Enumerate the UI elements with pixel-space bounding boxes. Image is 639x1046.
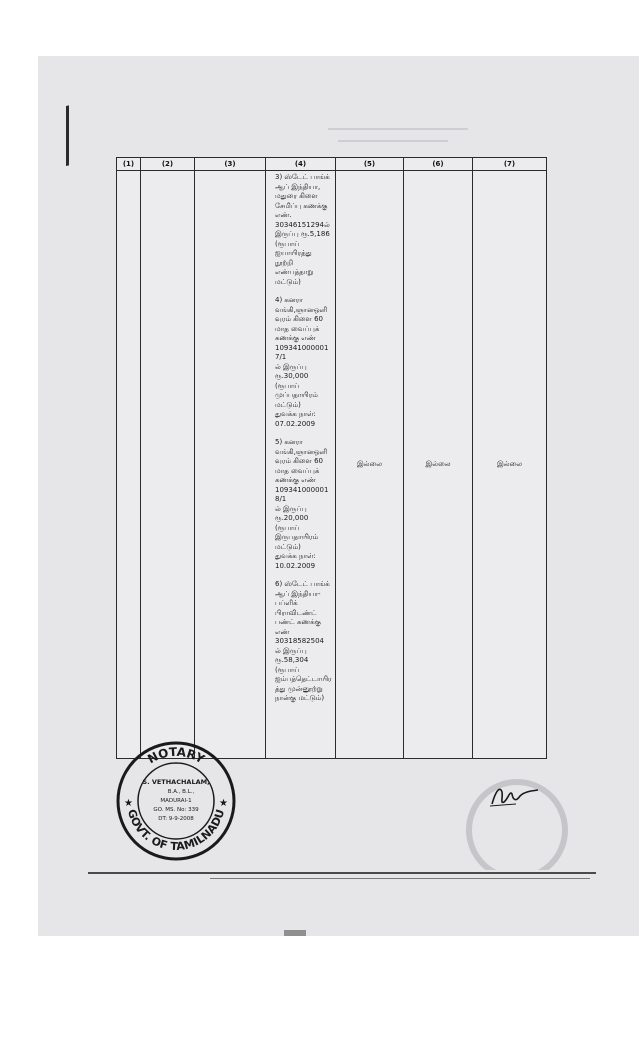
cell-col6 (404, 171, 473, 759)
col-header-5: (5) (336, 158, 404, 171)
bottom-divider-faint (210, 878, 590, 879)
bottom-divider (88, 872, 596, 874)
cell-col1 (117, 171, 141, 759)
bleed-through-line (338, 140, 448, 142)
cell-col7 (473, 171, 547, 759)
seal-line-4: GO. MS. No: 339 (153, 807, 199, 813)
asset-entry-4: 4) கனரா வங்கி,ஞானஒளி வுரம் கிளை 60 மாத வைப்புக் கணக்கு எண் 1093410000017/1 ல் இருப்பு ரூ.30,000 (ரூபாய் முப்பதாயிரம் மட்டும்) துவக்க நாள்: 07.02.2009 (275, 296, 329, 428)
header-row (117, 158, 547, 171)
seal-line-3: MADURAI-1 (160, 798, 192, 804)
seal-bottom-text: GOVT. OF TAMILNADU (124, 807, 228, 854)
star-icon: ★ (124, 798, 133, 809)
notary-seal (115, 740, 237, 862)
signature (486, 782, 546, 810)
cell-col2 (141, 171, 195, 759)
table-row (117, 171, 547, 759)
seal-line-2: B.A., B.L., (167, 789, 195, 795)
seal-line-1: S. VETHACHALAM, (142, 778, 210, 786)
col-header-2: (2) (141, 158, 195, 171)
col-header-7: (7) (473, 158, 547, 171)
seal-top-text: NOTARY (145, 744, 207, 767)
col-header-6: (6) (404, 158, 473, 171)
asset-entry-3: 3) ஸ்டேட் பாங்க் ஆப் இந்தியா, மதுரை கிளை சேமிப்பு கணக்கு எண். 30346151294ல் இருப்பு ரூ.5,186 (ரூபாய் ஐயாயிரத்து நூற்றி எண்பத்தாறு மட்டும்) (275, 173, 330, 286)
star-icon: ★ (219, 798, 228, 809)
nil-value: இல்லை (496, 460, 523, 468)
pen-mark (66, 104, 75, 166)
asset-entry-5: 5) கனரா வங்கி,ஞானஒளி வுரம் கிளை 60 மாத வைப்புக் கணக்கு எண் 1093410000018/1 ல் இருப்பு ரூ.20,000 (ரூபாய் இருபதாயிரம் மட்டும்) துவக்க நாள்: 10.02.2009 (275, 438, 329, 570)
cell-col3 (195, 171, 266, 759)
scan-smudge (284, 930, 306, 936)
nil-value: இல்லை (425, 460, 451, 468)
document-table (116, 157, 547, 759)
seal-line-5: DT: 9-9-2008 (158, 816, 194, 822)
bleed-through-line (328, 128, 468, 130)
cell-col4-assets (266, 171, 336, 759)
col-header-3: (3) (195, 158, 266, 171)
col-header-4: (4) (266, 158, 336, 171)
cell-col5 (336, 171, 404, 759)
asset-entry-6: 6) ஸ்டேட் பாங்க் ஆப் இந்தியா- பப்ளிக் பிராவிடண்ட் பண்ட் கணக்கு எண் 30318582504 ல் இருப்பு ரூ.58,304 (ரூபாய் ஐம்பத்தெட்டாயிர த்து முன்னூற்று நான்கு மட்டும்) (275, 580, 332, 702)
col-header-1: (1) (117, 158, 141, 171)
nil-value: இல்லை (356, 460, 383, 468)
